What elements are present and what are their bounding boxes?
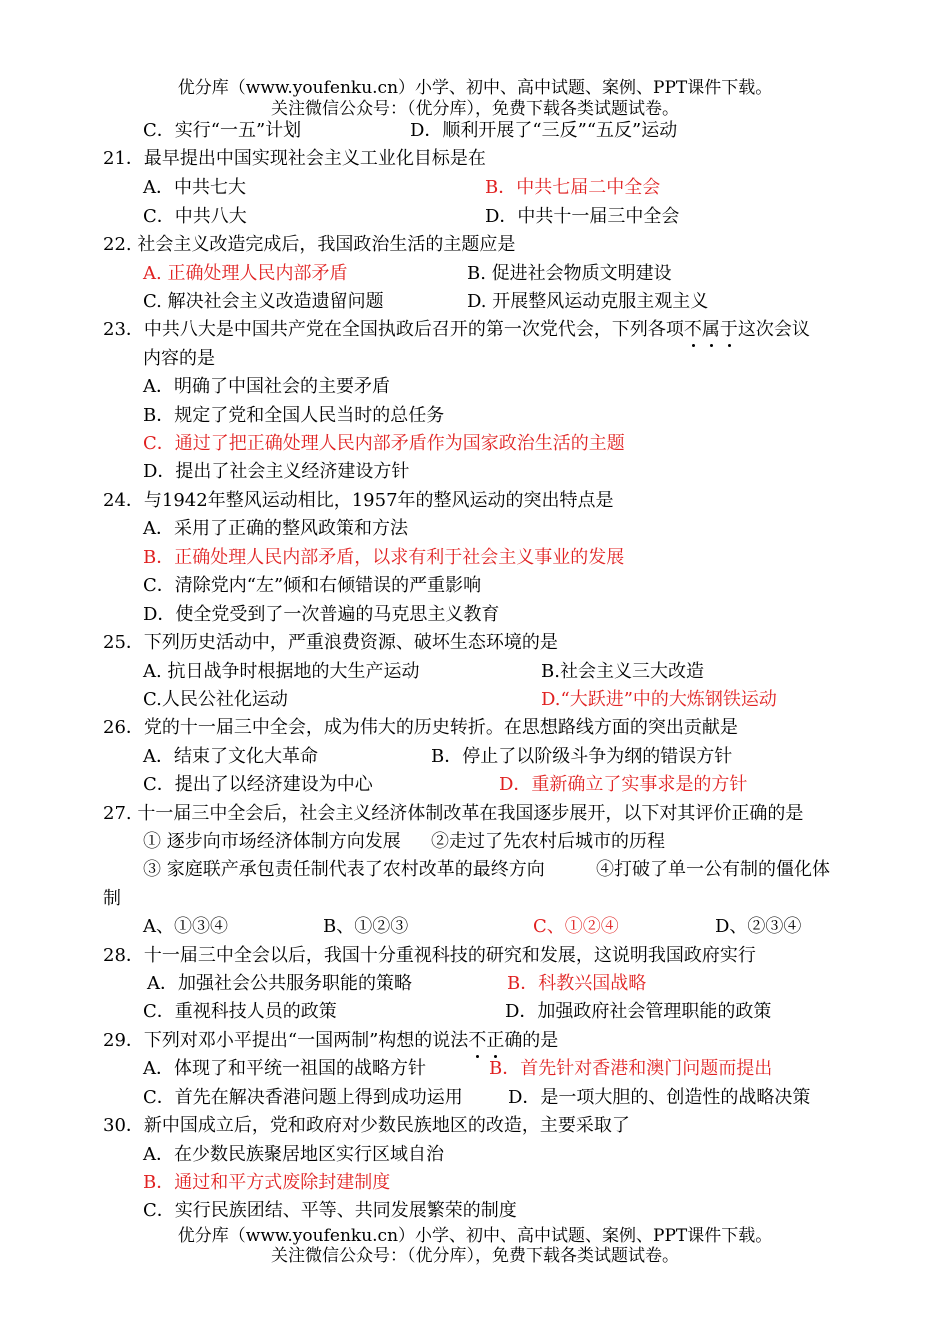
q29-option-c: C．首先在解决香港问题上得到成功运用	[143, 1087, 463, 1108]
q27-statement-1: ① 逐步向市场经济体制方向发展	[143, 831, 401, 852]
q27-statement-4: ④打破了单一公有制的僵化体	[596, 859, 830, 880]
q21-stem: 21．最早提出中国实现社会主义工业化目标是在	[103, 148, 486, 169]
q29-emphasis-2: 正	[486, 1030, 505, 1051]
q22-stem: 22. 社会主义改造完成后，我国政治生活的主题应是	[103, 234, 516, 255]
q29-stem	[103, 1029, 558, 1053]
q27-stem: 27. 十一届三中全会后，社会主义经济体制改革在我国逐步展开，以下对其评价正确的是	[103, 803, 804, 824]
q23-stem	[103, 318, 810, 342]
q21-option-c: C．中共八大	[143, 206, 247, 227]
q23-stem-tail: 这次会议	[737, 319, 810, 340]
q29-option-d: D．是一项大胆的、创造性的战略决策	[508, 1087, 811, 1108]
header-line-2: 关注微信公众号：（优分库），免费下载各类试题试卷。	[271, 99, 679, 119]
q23-emphasis-3: 于	[719, 319, 738, 340]
q29-emphasis-1: 不	[468, 1030, 487, 1051]
q21-option-d: D．中共十一届三中全会	[485, 206, 680, 227]
q30-stem: 30．新中国成立后，党和政府对少数民族地区的改造，主要采取了	[103, 1115, 630, 1136]
q26-option-c: C．提出了以经济建设为中心	[143, 774, 373, 795]
q27-option-b: B、①②③	[323, 916, 409, 937]
footer-line-2: 关注微信公众号：（优分库），免费下载各类试题试卷。	[271, 1246, 679, 1266]
q21-option-a: A．中共七大	[143, 177, 246, 198]
q30-option-a: A．在少数民族聚居地区实行区域自治	[143, 1144, 444, 1165]
q23-option-b: B．规定了党和全国人民当时的总任务	[143, 405, 445, 426]
q26-option-b: B．停止了以阶级斗争为纲的错误方针	[431, 746, 733, 767]
q27-statement-3: ③ 家庭联产承包责任制代表了农村改革的最终方向	[143, 859, 545, 880]
q26-stem: 26．党的十一届三中全会，成为伟大的历史转折。在思想路线方面的突出贡献是	[103, 717, 738, 738]
header-line-1: 优分库（www.youfenku.cn）小学、初中、高中试题、案例、PPT课件下载。	[177, 78, 773, 98]
q27-statement-4-cont: 制	[103, 888, 121, 909]
q23-option-a: A．明确了中国社会的主要矛盾	[143, 376, 390, 397]
q23-option-c: C．通过了把正确处理人民内部矛盾作为国家政治生活的主题	[143, 433, 625, 454]
q23-emphasis-1: 不	[683, 319, 702, 340]
q26-option-d: D．重新确立了实事求是的方针	[499, 774, 748, 795]
q21-option-b: B．中共七届二中全会	[485, 177, 661, 198]
q30-option-c: C．实行民族团结、平等、共同发展繁荣的制度	[143, 1200, 517, 1221]
q22-option-b: B. 促进社会物质文明建设	[467, 263, 672, 284]
q25-option-a: A. 抗日战争时根据地的大生产运动	[143, 661, 420, 682]
q28-option-b: B．科教兴国战略	[507, 973, 647, 994]
q25-option-c: C.人民公社化运动	[143, 689, 288, 710]
q29-stem-tail: 确的是	[504, 1030, 559, 1051]
q29-option-a: A．体现了和平统一祖国的战略方针	[143, 1058, 426, 1079]
q22-option-c: C. 解决社会主义改造遗留问题	[143, 291, 384, 312]
q25-option-d: D.“大跃进”中的大炼钢铁运动	[541, 689, 777, 710]
q20-option-d: D．顺利开展了“三反”“五反”运动	[410, 120, 678, 141]
q22-option-a: A. 正确处理人民内部矛盾	[143, 263, 348, 284]
q28-stem: 28．十一届三中全会以后，我国十分重视科技的研究和发展，这说明我国政府实行	[103, 945, 756, 966]
q20-option-c: C．实行“一五”计划	[143, 120, 302, 141]
q25-option-b: B.社会主义三大改造	[541, 661, 704, 682]
q24-stem: 24．与1942年整风运动相比，1957年的整风运动的突出特点是	[103, 490, 614, 511]
q28-option-d: D．加强政府社会管理职能的政策	[505, 1001, 772, 1022]
q28-option-c: C．重视科技人员的政策	[143, 1001, 337, 1022]
q24-option-b: B．正确处理人民内部矛盾，以求有利于社会主义事业的发展	[143, 547, 625, 568]
q22-option-d: D. 开展整风运动克服主观主义	[467, 291, 709, 312]
q24-option-c: C．清除党内“左”倾和右倾错误的严重影响	[143, 575, 482, 596]
footer-line-1: 优分库（www.youfenku.cn）小学、初中、高中试题、案例、PPT课件下载。	[177, 1226, 773, 1246]
q23-emphasis-2: 属	[701, 319, 720, 340]
q27-option-c: C、①②④	[533, 916, 619, 937]
q25-stem: 25．下列历史活动中，严重浪费资源、破坏生态环境的是	[103, 632, 558, 653]
q29-option-b: B．首先针对香港和澳门问题而提出	[489, 1058, 773, 1079]
q29-stem-lead: 29．下列对邓小平提出“一国两制”构想的说法	[103, 1030, 469, 1051]
q30-option-b: B．通过和平方式废除封建制度	[143, 1172, 391, 1193]
q24-option-a: A．采用了正确的整风政策和方法	[143, 518, 408, 539]
q23-stem-cont: 内容的是	[143, 348, 215, 369]
q27-option-d: D、②③④	[715, 916, 802, 937]
q27-statement-2: ②走过了先农村后城市的历程	[431, 831, 665, 852]
q23-option-d: D．提出了社会主义经济建设方针	[143, 461, 410, 482]
q27-option-a: A、①③④	[143, 916, 228, 937]
q26-option-a: A．结束了文化大革命	[143, 746, 318, 767]
q28-option-a: A．加强社会公共服务职能的策略	[147, 973, 412, 994]
q23-stem-lead: 23．中共八大是中国共产党在全国执政后召开的第一次党代会，下列各项	[103, 319, 684, 340]
q24-option-d: D．使全党受到了一次普遍的马克思主义教育	[143, 604, 500, 625]
